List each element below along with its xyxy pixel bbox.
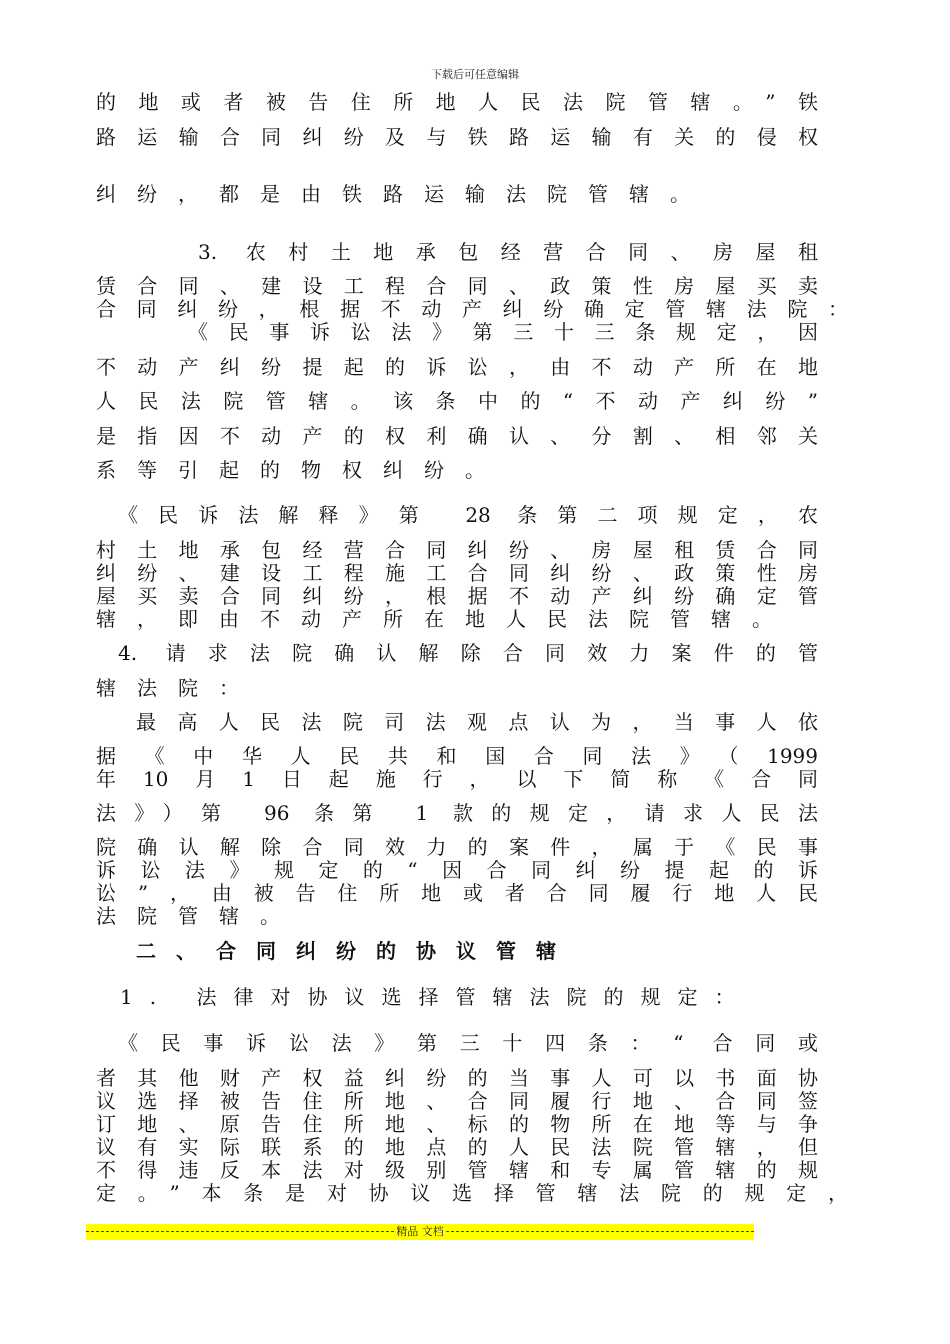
text-line: 最高人民法院司法观点认为，当事人依 (136, 710, 818, 734)
text-line: 《民事诉讼法》第三十四条：“ 合同或 (118, 1031, 818, 1055)
text-line: 1. 法律对协议选择管辖法院的规定： (120, 985, 752, 1009)
text-line: 辖，即由不动产所在地人民法院管辖。 (96, 607, 793, 631)
text-line: 村土地承包经营合同纠纷、房屋租赁合同 (96, 538, 818, 562)
text-line: 诉讼法》规定的“因合同纠纷提起的诉 (96, 858, 818, 882)
page-footer (86, 1224, 754, 1240)
text-line: 纠纷，都是由铁路运输法院管辖。 (96, 182, 711, 206)
text-line: 议有实际联系的地点的人民法院管辖，但 (96, 1135, 818, 1159)
text-line: 讼”，由被告住所地或者合同履行地人民 (96, 881, 818, 905)
text-line: 纠纷、建设工程施工合同纠纷、政策性房 (96, 561, 818, 585)
text-line: 人民法院管辖。该条中的“不动产纠纷” (96, 389, 818, 413)
text-line: 4. 请求法院确认解除合同效力案件的管 (118, 641, 818, 665)
text-line: 不动产纠纷提起的诉讼，由不动产所在地 (96, 355, 818, 379)
page-header: 下载后可任意编辑 (431, 68, 519, 81)
text-line: 《民诉法解释》第 28 条第二项规定，农 (118, 503, 818, 527)
text-line: 路运输合同纠纷及与铁路运输有关的侵权 (96, 125, 818, 149)
text-line: 法院管辖。 (96, 904, 301, 928)
text-line: 据《中华人民共和国合同法》（1999 (96, 744, 818, 768)
text-line: 定。”本条是对协议选择管辖法院的规定， (96, 1181, 848, 1205)
text-line: 法》）第 96 条第 1 款的规定，请求人民法 (96, 801, 818, 825)
text-line: 是指因不动产的权利确认、分割、相邻关 (96, 424, 818, 448)
text-line: 系等引起的物权纠纷。 (96, 458, 506, 482)
text-line: 3. 农村土地承包经营合同、房屋租 (198, 240, 818, 264)
section-heading: 二、合同纠纷的协议管辖 (136, 939, 576, 963)
text-line: 者其他财产权益纠纷的当事人可以书面协 (96, 1066, 818, 1090)
text-line: 议选择被告住所地、合同履行地、合同签 (96, 1089, 818, 1113)
text-line: 年10月1日起施行，以下简称《合同 (96, 767, 818, 791)
text-line: 的地或者被告住所地人民法院管辖。”铁 (96, 90, 818, 114)
footer-label: 精品 文档 (396, 1225, 444, 1238)
text-line: 订地、原告住所地、标的物所在地等与争 (96, 1112, 818, 1136)
text-line: 合同纠纷，根据不动产纠纷确定管辖法院： (96, 297, 848, 321)
text-line: 辖法院： (96, 676, 260, 700)
text-line: 《民事诉讼法》第三十三条规定，因 (188, 320, 818, 344)
text-line: 院确认解除合同效力的案件，属于《民事 (96, 835, 818, 859)
text-line: 赁合同、建设工程合同、政策性房屋买卖 (96, 274, 818, 298)
text-line: 屋买卖合同纠纷，根据不动产纠纷确定管 (96, 584, 818, 608)
text-line: 不得违反本法对级别管辖和专属管辖的规 (96, 1158, 818, 1182)
